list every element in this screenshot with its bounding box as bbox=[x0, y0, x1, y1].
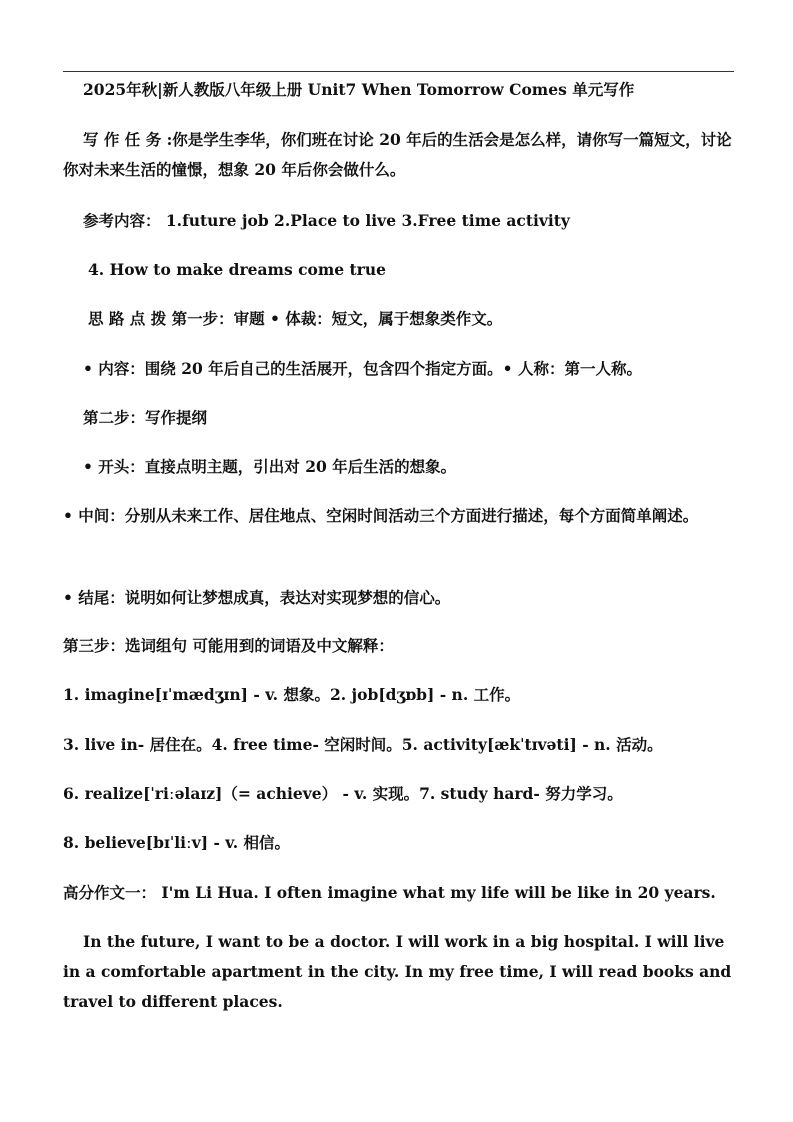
vocab-line-2: 3. live in- 居住在。4. free time- 空闲时间。5. activity[ækˈtɪvəti] - n. 活动。 bbox=[63, 735, 663, 754]
writing-task: 写 作 任 务 :你是学生李华，你们班在讨论 20 年后的生活会是怎么样，请你写一篇短文，讨论你对未来生活的憧憬，想象 20 年后你会做什么。 bbox=[63, 130, 732, 179]
content-requirement: • 内容：围绕 20 年后自己的生活展开，包含四个指定方面。• 人称：第一人称。 bbox=[83, 359, 642, 378]
reference-content: 参考内容： 1.future job 2.Place to live 3.Free time activity bbox=[83, 211, 570, 230]
essay-one-opening: 高分作文一： I'm Li Hua. I often imagine what my life will be like in 20 years. bbox=[63, 883, 716, 902]
tips-step-one: 思 路 点 拨 第一步：审题 • 体裁：短文，属于想象类作文。 bbox=[88, 309, 503, 328]
document-title: 2025年秋|新人教版八年级上册 Unit7 When Tomorrow Comes 单元写作 bbox=[83, 80, 635, 99]
vocab-line-3: 6. realize[ˈriːəlaɪz]（= achieve） - v. 实现。7. study hard- 努力学习。 bbox=[63, 784, 623, 803]
reference-item-4: 4. How to make dreams come true bbox=[88, 260, 386, 279]
step-three-heading: 第三步：选词组句 可能用到的词语及中文解释： bbox=[63, 636, 394, 655]
vocab-line-1: 1. imagine[ɪˈmædʒɪn] - v. 想象。2. job[dʒɒb] - n. 工作。 bbox=[63, 685, 521, 704]
essay-one-paragraph: In the future, I want to be a doctor. I will work in a big hospital. I will live in a comfortable apartment in the city. In my free time, I will read books and travel to different places. bbox=[63, 932, 732, 1011]
outline-middle: • 中间：分别从未来工作、居住地点、空闲时间活动三个方面进行描述，每个方面简单阐述。 bbox=[63, 506, 699, 525]
header-rule bbox=[63, 71, 734, 72]
step-two-heading: 第二步：写作提纲 bbox=[83, 408, 208, 427]
outline-opening: • 开头：直接点明主题，引出对 20 年后生活的想象。 bbox=[83, 457, 457, 476]
vocab-line-4: 8. believe[bɪˈliːv] - v. 相信。 bbox=[63, 833, 291, 852]
outline-ending: • 结尾：说明如何让梦想成真，表达对实现梦想的信心。 bbox=[63, 588, 451, 607]
